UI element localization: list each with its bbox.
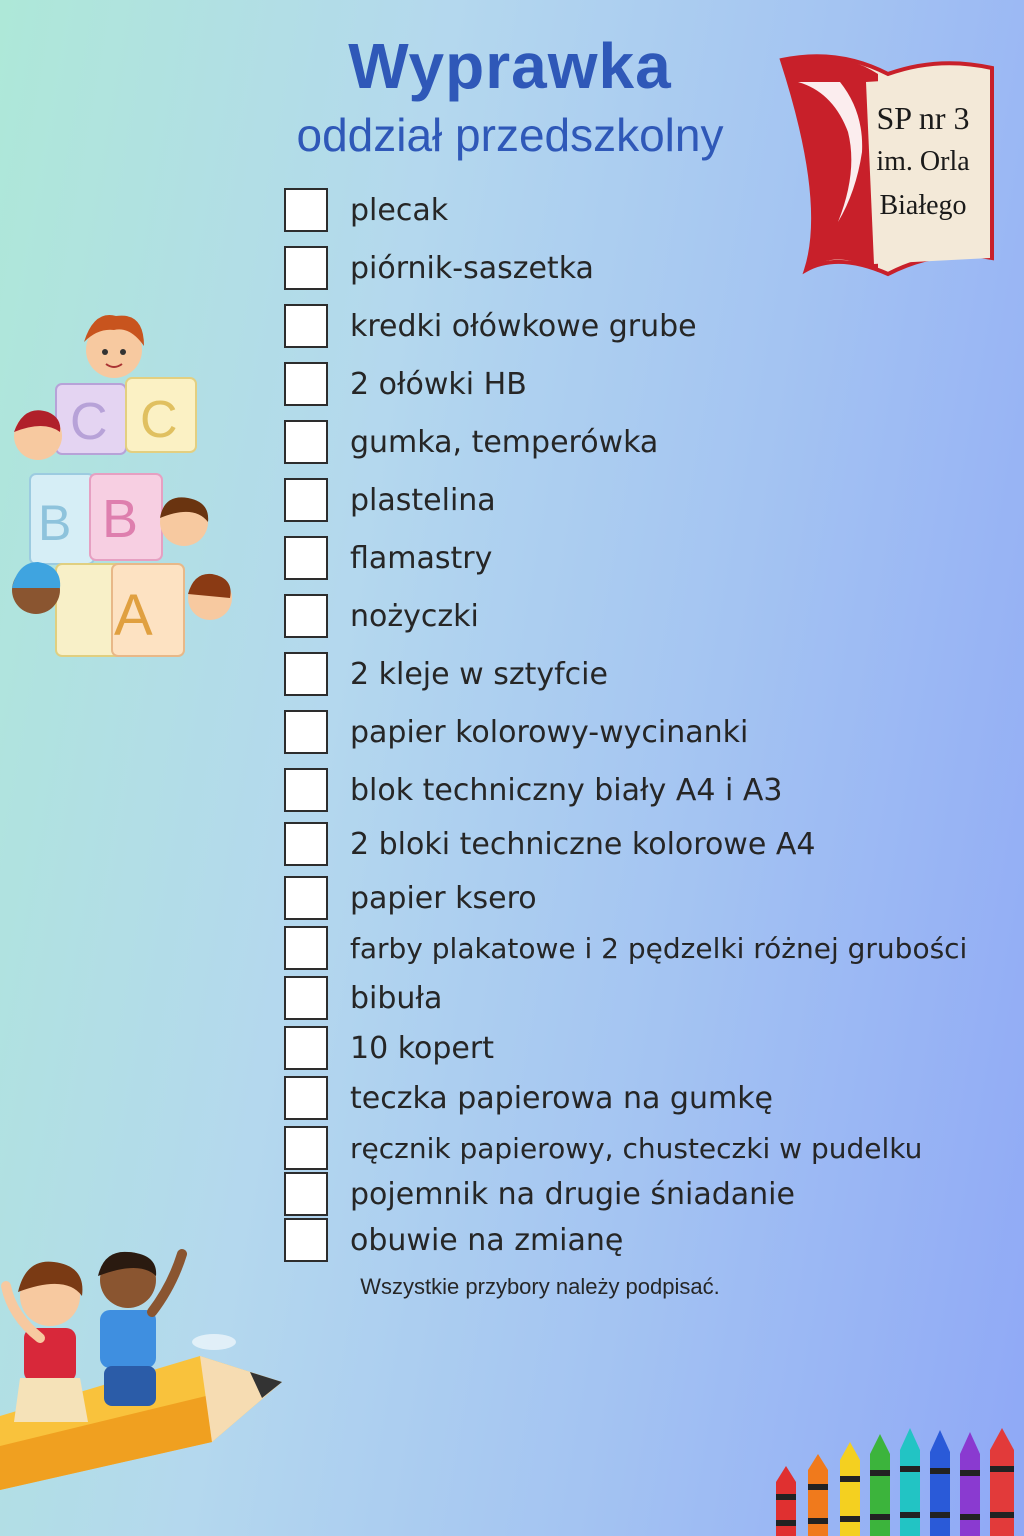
checklist-item-label: 2 bloki techniczne kolorowe A4 xyxy=(350,826,816,862)
checkbox[interactable] xyxy=(284,976,328,1020)
checklist-item-label: teczka papierowa na gumkę xyxy=(350,1080,774,1116)
checklist-item-label: 2 ołówki HB xyxy=(350,366,527,402)
checkbox[interactable] xyxy=(284,652,328,696)
checkbox[interactable] xyxy=(284,1218,328,1262)
block-letter: B xyxy=(102,489,139,549)
checkbox[interactable] xyxy=(284,594,328,638)
checkbox[interactable] xyxy=(284,1026,328,1070)
checklist-item-label: papier ksero xyxy=(350,880,537,916)
checklist-item[interactable] xyxy=(284,874,537,922)
checklist-item-label: bibuła xyxy=(350,980,443,1016)
checklist-item[interactable] xyxy=(284,534,492,582)
checklist-item-label: ręcznik papierowy, chusteczki w pudelku xyxy=(350,1131,923,1165)
checklist-item-label: farby plakatowe i 2 pędzelki różnej grubości xyxy=(350,931,968,965)
logo-line-1: SP nr 3 xyxy=(876,100,970,136)
page-title: Wyprawka xyxy=(348,30,672,102)
checklist-item-label: kredki ołówkowe grube xyxy=(350,308,697,344)
checklist-item[interactable] xyxy=(284,924,967,972)
checkbox[interactable] xyxy=(284,710,328,754)
checkbox[interactable] xyxy=(284,926,328,970)
logo-line-3: Białego xyxy=(879,190,967,221)
block-letter: A xyxy=(114,583,153,648)
supply-checklist xyxy=(284,0,1014,1300)
checklist-item-label: plastelina xyxy=(350,482,496,518)
block-letter: C xyxy=(70,393,108,451)
checklist-item[interactable] xyxy=(284,974,442,1022)
kids-on-pencil-illustration xyxy=(0,1246,290,1490)
page-subtitle: oddział przedszkolny xyxy=(296,109,724,161)
checkbox[interactable] xyxy=(284,246,328,290)
block-letter: C xyxy=(140,391,178,449)
checklist-item-label: pojemnik na drugie śniadanie xyxy=(350,1176,795,1212)
checkbox[interactable] xyxy=(284,768,328,812)
block-letter: B xyxy=(38,495,72,551)
checklist-item[interactable] xyxy=(284,476,496,524)
checkbox[interactable] xyxy=(284,1126,328,1170)
checklist-item-label: plecak xyxy=(350,192,449,228)
checklist-item-label: 2 kleje w sztyfcie xyxy=(350,656,608,692)
checklist-item[interactable] xyxy=(284,360,527,408)
checklist-item-label: papier kolorowy-wycinanki xyxy=(350,714,749,750)
checklist-item[interactable] xyxy=(284,186,448,234)
logo-line-2: im. Orla xyxy=(876,146,970,177)
checkbox[interactable] xyxy=(284,1076,328,1120)
checkbox[interactable] xyxy=(284,876,328,920)
checkbox[interactable] xyxy=(284,420,328,464)
checklist-item[interactable] xyxy=(284,244,594,292)
checkbox[interactable] xyxy=(284,304,328,348)
checklist-item[interactable] xyxy=(284,302,697,350)
checkbox[interactable] xyxy=(284,188,328,232)
checklist-item[interactable] xyxy=(284,592,479,640)
checklist-item[interactable] xyxy=(284,1124,922,1172)
checkbox[interactable] xyxy=(284,478,328,522)
checklist-item-label: gumka, temperówka xyxy=(350,424,659,460)
checklist-item[interactable] xyxy=(284,1024,494,1072)
checklist-item[interactable] xyxy=(284,1170,795,1218)
checklist-item[interactable] xyxy=(284,820,815,868)
checklist-item-label: piórnik-saszetka xyxy=(350,250,594,286)
checkbox[interactable] xyxy=(284,1172,328,1216)
checklist-item[interactable] xyxy=(284,650,608,698)
checklist-item-label: 10 kopert xyxy=(350,1030,494,1066)
checklist-item-label: nożyczki xyxy=(350,598,479,634)
checklist-item[interactable] xyxy=(284,766,782,814)
checklist-item-label: obuwie na zmianę xyxy=(350,1222,624,1258)
checklist-item-label: blok techniczny biały A4 i A3 xyxy=(350,772,783,808)
checklist-item[interactable] xyxy=(284,1074,773,1122)
crayons-illustration xyxy=(770,1420,1024,1536)
checklist-item[interactable] xyxy=(284,418,658,466)
checklist-item-label: flamastry xyxy=(350,540,493,576)
checkbox[interactable] xyxy=(284,536,328,580)
checkbox[interactable] xyxy=(284,822,328,866)
checkbox[interactable] xyxy=(284,362,328,406)
footer-note: Wszystkie przybory należy podpisać. xyxy=(360,1274,720,1299)
checklist-item[interactable] xyxy=(284,1216,623,1264)
checklist-item[interactable] xyxy=(284,708,748,756)
